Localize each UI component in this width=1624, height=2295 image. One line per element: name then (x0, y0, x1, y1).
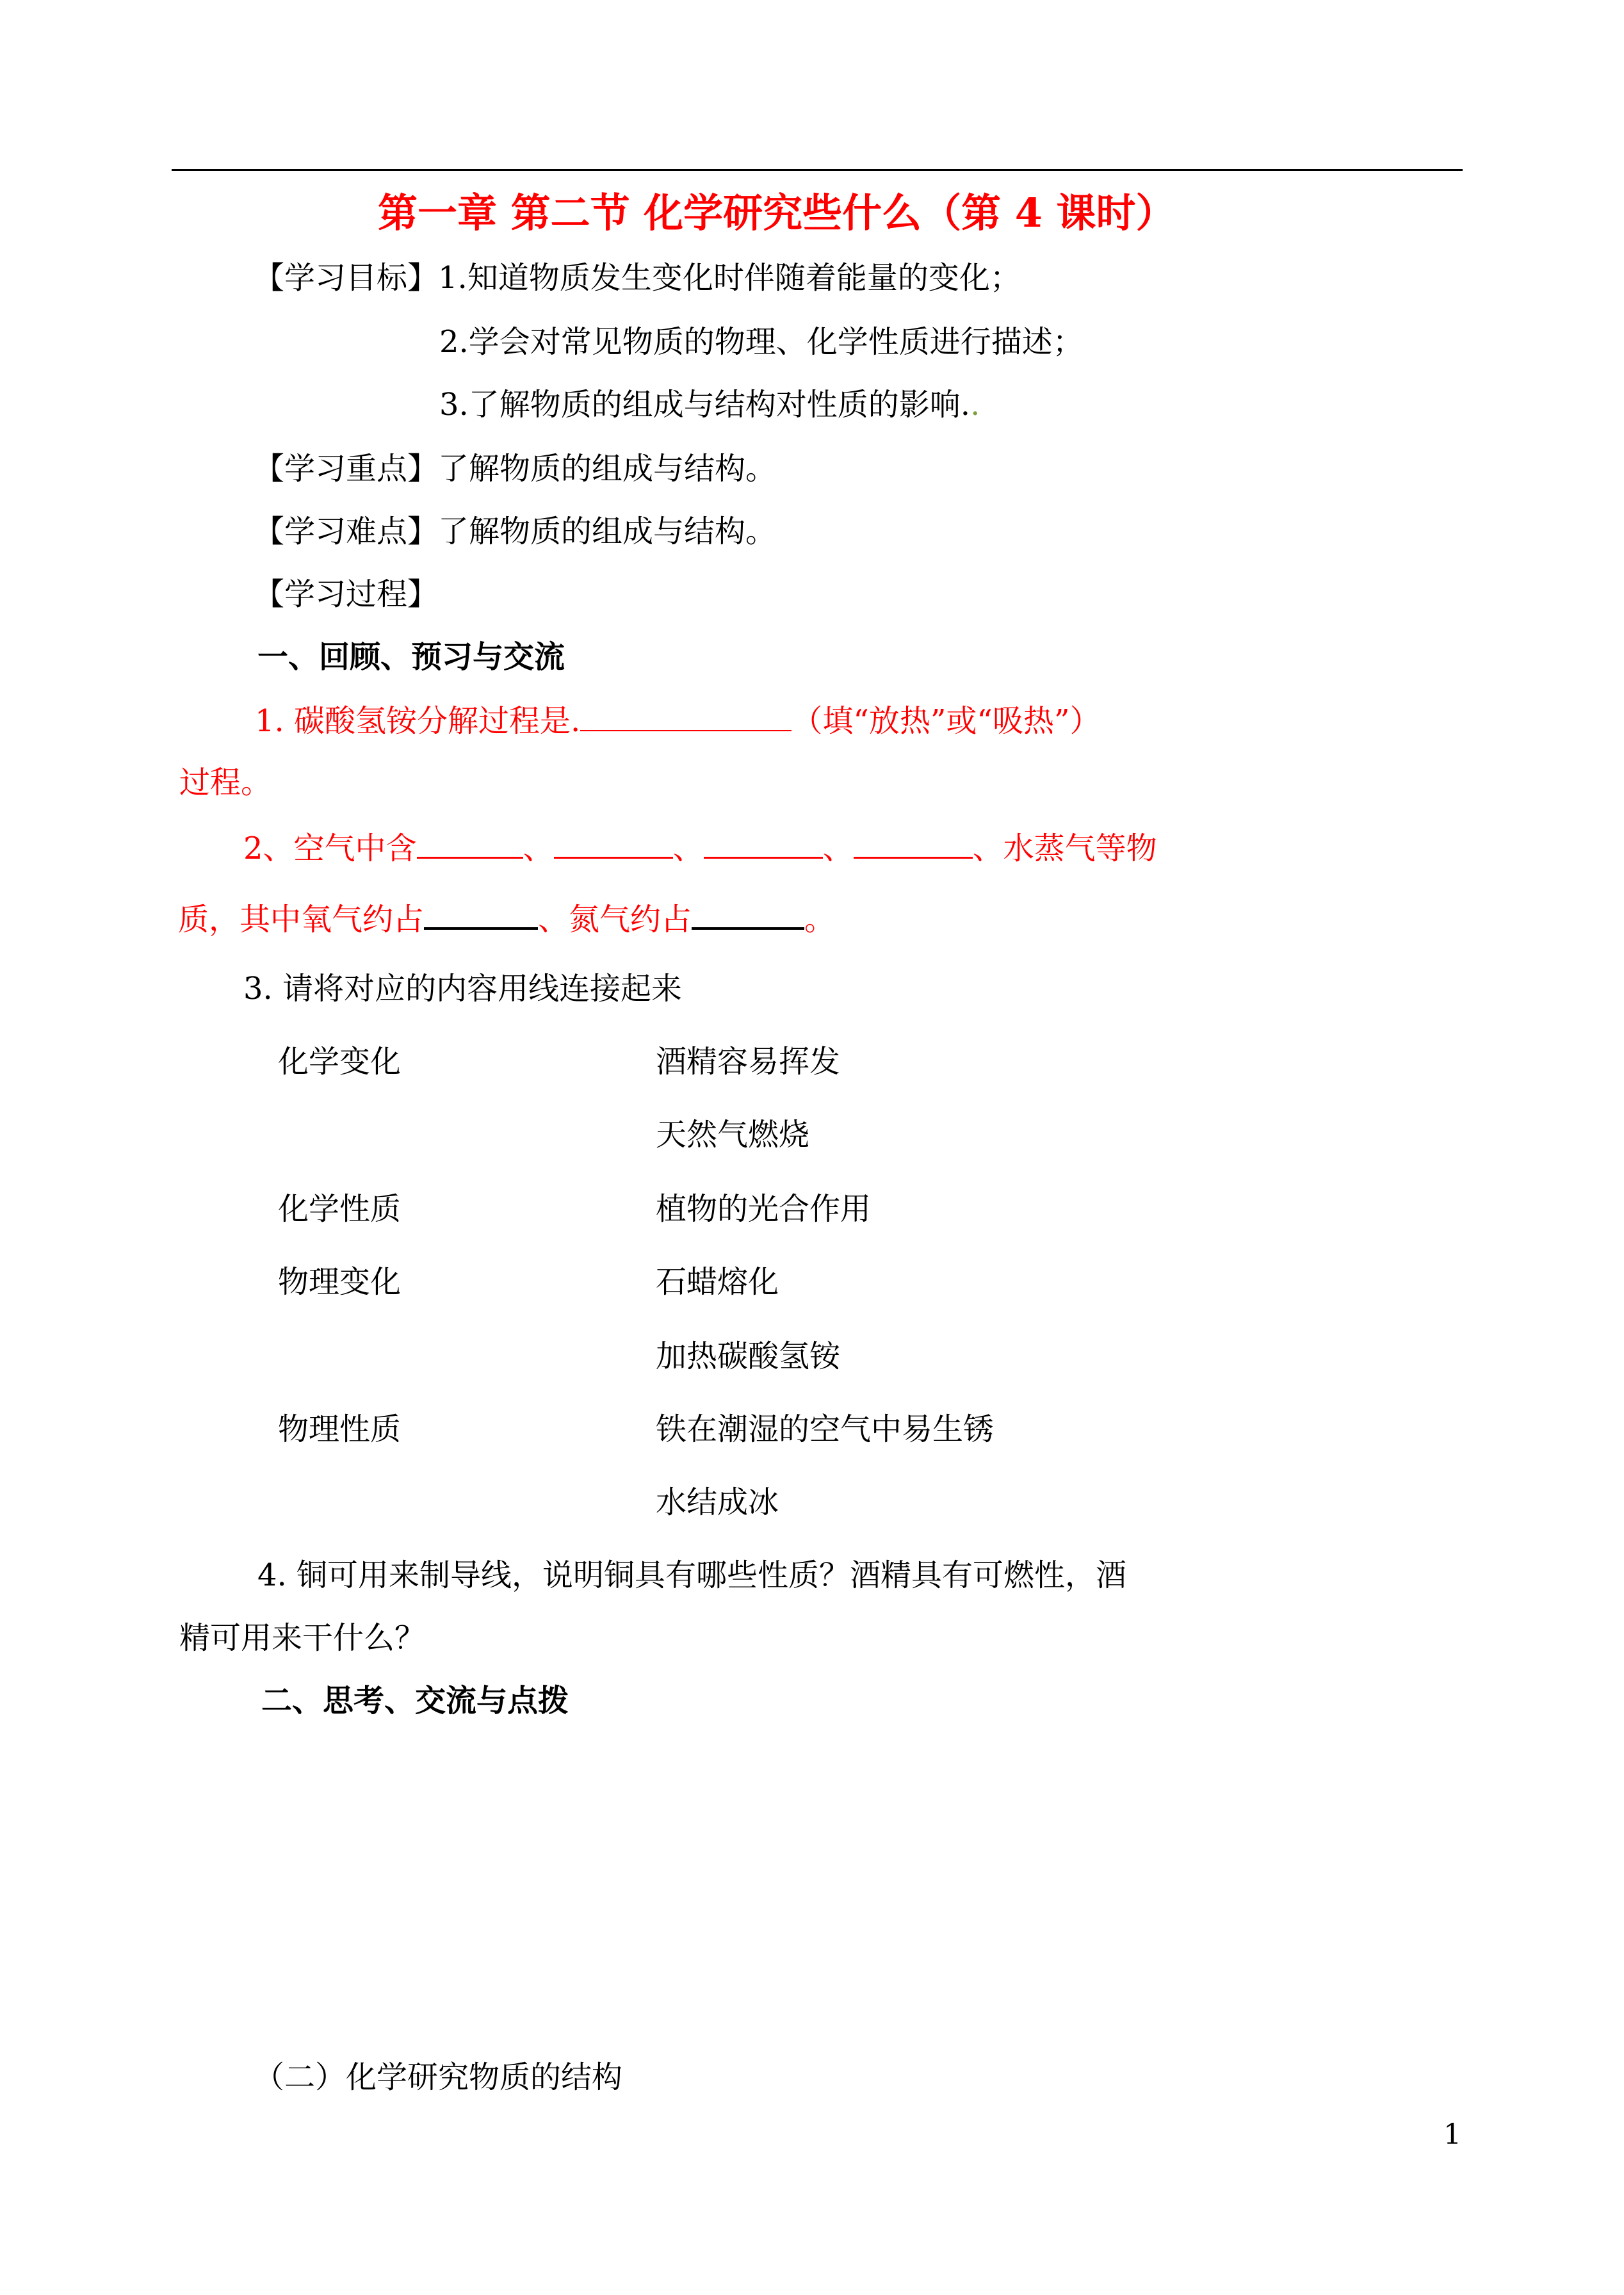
question-3-prompt: 3. 请将对应的内容用线连接起来 (243, 971, 683, 1007)
question-2-line2-end: 。 (804, 902, 836, 937)
key-point-text: 了解物质的组成与结构。 (438, 451, 777, 487)
question-2-line2-mid: 、氮气约占 (538, 902, 692, 937)
right-item-5[interactable]: 加热碳酸氢铵 (656, 1338, 841, 1374)
left-item-physical-change[interactable]: 物理变化 (278, 1264, 402, 1300)
question-2-sep-2: 、 (672, 831, 704, 866)
question-2-line-2 (178, 902, 835, 935)
left-item-chemical-change[interactable]: 化学变化 (278, 1044, 402, 1080)
objectives-line-1 (254, 260, 1021, 296)
nitrogen-percent-blank[interactable] (692, 902, 804, 930)
header-rule (172, 169, 1463, 171)
left-item-chemical-property[interactable]: 化学性质 (278, 1191, 402, 1227)
difficulty-label: 【学习难点】 (254, 514, 439, 549)
difficulty-text: 了解物质的组成与结构。 (438, 514, 777, 549)
section1-heading: 一、回顾、预习与交流 (257, 639, 565, 675)
question-4-line-1: 4. 铜可用来制导线，说明铜具有哪些性质？酒精具有可燃性，酒 (257, 1557, 1127, 1593)
page-title: 第一章 第二节 化学研究些什么（第 4 课时） (378, 190, 1176, 236)
question-4-line-2: 精可用来干什么？ (179, 1620, 426, 1656)
key-point-label: 【学习重点】 (254, 451, 439, 487)
section2-heading: 二、思考、交流与点拨 (261, 1683, 569, 1719)
question-2-prefix: 2、空气中含 (243, 831, 417, 866)
objective-item-3: 3.了解物质的组成与结构对性质的影响. (439, 387, 971, 423)
left-item-physical-property[interactable]: 物理性质 (278, 1411, 402, 1447)
right-item-4[interactable]: 石蜡熔化 (656, 1264, 779, 1300)
page-number: 1 (1443, 2118, 1461, 2151)
air-component-blank-4[interactable] (854, 831, 973, 859)
oxygen-percent-blank[interactable] (424, 902, 538, 930)
air-component-blank-3[interactable] (704, 831, 823, 859)
question-2-sep-3: 、 (822, 831, 854, 866)
question-1-suffix: （填“放热”或“吸热”） (792, 703, 1101, 739)
key-point (254, 451, 777, 487)
question-2-end: 、水蒸气等物 (972, 831, 1157, 866)
question-1-line-1 (255, 703, 1101, 739)
question-2-line-1 (243, 831, 1157, 864)
right-item-2[interactable]: 天然气燃烧 (656, 1117, 810, 1153)
right-item-3[interactable]: 植物的光合作用 (656, 1191, 872, 1227)
objective-item-1: 1.知道物质发生变化时伴随着能量的变化； (438, 260, 1021, 296)
right-item-6[interactable]: 铁在潮湿的空气中易生锈 (656, 1411, 995, 1447)
process-label: 【学习过程】 (254, 576, 439, 612)
question-1-line-2: 过程。 (179, 765, 272, 800)
air-component-blank-2[interactable] (554, 831, 673, 859)
objective-trailing-dot: . (970, 387, 980, 423)
question-2-line2-prefix: 质，其中氧气约占 (178, 902, 425, 937)
question-1-blank[interactable] (580, 704, 792, 731)
question-1-prefix: 1. 碳酸氢铵分解过程是. (255, 703, 581, 739)
right-item-1[interactable]: 酒精容易挥发 (656, 1044, 841, 1080)
objective-item-2: 2.学会对常见物质的物理、化学性质进行描述； (439, 324, 1084, 360)
air-component-blank-1[interactable] (417, 831, 523, 859)
objectives-line-3 (439, 387, 980, 423)
difficulty (254, 516, 776, 547)
subsection-heading: （二）化学研究物质的结构 (254, 2059, 623, 2095)
question-2-sep-1: 、 (523, 831, 554, 866)
objectives-label: 【学习目标】 (254, 260, 439, 296)
right-item-7[interactable]: 水结成冰 (656, 1484, 779, 1520)
